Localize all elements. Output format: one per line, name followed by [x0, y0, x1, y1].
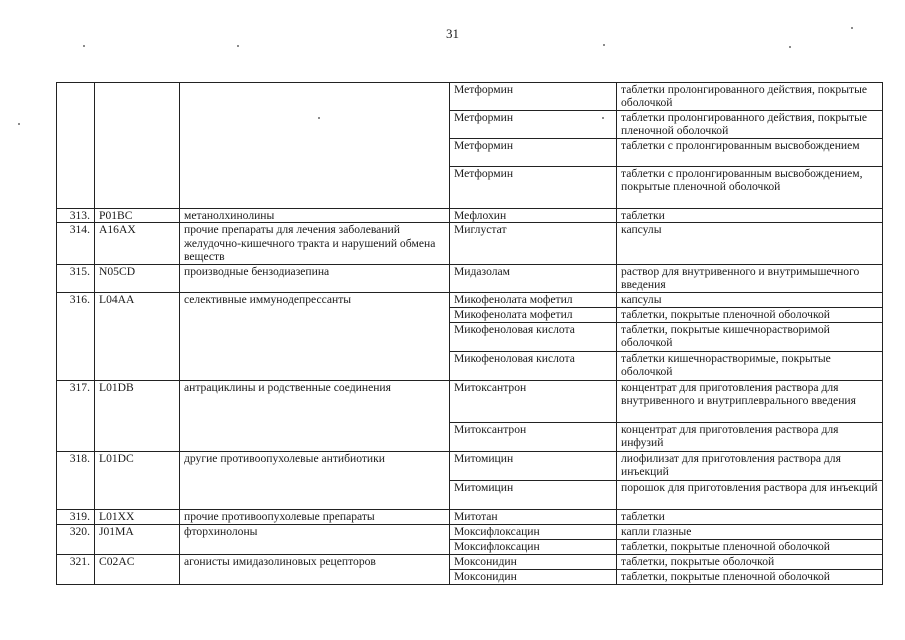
table-row — [57, 223, 883, 264]
drug-name: Митоксантрон — [450, 380, 617, 422]
dosage-form: таблетки, покрытые оболочкой — [617, 554, 883, 569]
page-number: 31 — [446, 26, 459, 41]
row-number: 318. — [57, 451, 95, 509]
drug-name: Моксифлоксацин — [450, 524, 617, 539]
table-row — [57, 83, 883, 111]
dosage-form: таблетки — [617, 509, 883, 524]
atc-code — [95, 83, 180, 209]
dosage-form: таблетки — [617, 209, 883, 223]
atc-code: L01XX — [95, 509, 180, 524]
drug-name: Моксонидин — [450, 569, 617, 584]
row-number: 314. — [57, 223, 95, 264]
table-row — [57, 451, 883, 480]
dosage-form: концентрат для приготовления раствора для инфузий — [617, 422, 883, 451]
scan-speck — [83, 45, 85, 47]
atc-code: A16AX — [95, 223, 180, 264]
group-name — [180, 83, 450, 209]
dosage-form: таблетки, покрытые пленочной оболочкой — [617, 307, 883, 322]
row-number: 317. — [57, 380, 95, 451]
group-name: прочие противоопухолевые препараты — [180, 509, 450, 524]
drug-name: Метформин — [450, 167, 617, 209]
scan-speck — [318, 117, 320, 119]
row-number — [57, 83, 95, 209]
row-number: 316. — [57, 292, 95, 380]
table-row — [57, 264, 883, 292]
table-row — [57, 292, 883, 307]
table-row — [57, 554, 883, 569]
dosage-form: порошок для приготовления раствора для инъекций — [617, 480, 883, 509]
group-name: прочие препараты для лечения заболеваний желудочно-кишечного тракта и нарушений обмена веществ — [180, 223, 450, 264]
drug-name: Митомицин — [450, 451, 617, 480]
dosage-form: лиофилизат для приготовления раствора для инъекций — [617, 451, 883, 480]
table-row — [57, 209, 883, 223]
group-name: метанолхинолины — [180, 209, 450, 223]
atc-code: N05CD — [95, 264, 180, 292]
table-row — [57, 380, 883, 422]
atc-code: C02AC — [95, 554, 180, 584]
row-number: 320. — [57, 524, 95, 554]
group-name: селективные иммунодепрессанты — [180, 292, 450, 380]
drug-name: Моксифлоксацин — [450, 539, 617, 554]
dosage-form: таблетки кишечнорастворимые, покрытые оболочкой — [617, 351, 883, 380]
scan-speck — [603, 44, 605, 46]
atc-code: L04AA — [95, 292, 180, 380]
group-name: производные бензодиазепина — [180, 264, 450, 292]
table-row — [57, 524, 883, 539]
dosage-form: таблетки, покрытые пленочной оболочкой — [617, 569, 883, 584]
dosage-form: концентрат для приготовления раствора для внутривенного и внутриплеврального введения — [617, 380, 883, 422]
group-name: другие противоопухолевые антибиотики — [180, 451, 450, 509]
scan-speck — [237, 45, 239, 47]
group-name: агонисты имидазолиновых рецепторов — [180, 554, 450, 584]
drug-name: Микофенолата мофетил — [450, 307, 617, 322]
row-number: 319. — [57, 509, 95, 524]
table-row — [57, 509, 883, 524]
group-name: антрациклины и родственные соединения — [180, 380, 450, 451]
atc-code: L01DB — [95, 380, 180, 451]
scan-speck — [18, 123, 20, 125]
drug-name: Миглустат — [450, 223, 617, 264]
drug-name: Метформин — [450, 83, 617, 111]
atc-code: J01MA — [95, 524, 180, 554]
scan-speck — [789, 46, 791, 48]
row-number: 315. — [57, 264, 95, 292]
dosage-form: таблетки с пролонгированным высвобождением — [617, 139, 883, 167]
dosage-form: таблетки пролонгированного действия, покрытые оболочкой — [617, 83, 883, 111]
atc-code: L01DC — [95, 451, 180, 509]
table-body — [57, 83, 883, 585]
drug-name: Микофеноловая кислота — [450, 322, 617, 351]
drug-name: Мефлохин — [450, 209, 617, 223]
scan-speck — [851, 27, 853, 29]
drug-name: Митотан — [450, 509, 617, 524]
row-number: 313. — [57, 209, 95, 223]
drug-table — [56, 82, 883, 585]
dosage-form: таблетки, покрытые кишечнорастворимой оболочкой — [617, 322, 883, 351]
drug-name: Митоксантрон — [450, 422, 617, 451]
drug-name: Метформин — [450, 111, 617, 139]
drug-name: Микофенолата мофетил — [450, 292, 617, 307]
drug-name: Метформин — [450, 139, 617, 167]
dosage-form: раствор для внутривенного и внутримышечного введения — [617, 264, 883, 292]
atc-code: P01BC — [95, 209, 180, 223]
dosage-form: таблетки, покрытые пленочной оболочкой — [617, 539, 883, 554]
dosage-form: капли глазные — [617, 524, 883, 539]
drug-name: Микофеноловая кислота — [450, 351, 617, 380]
drug-name: Митомицин — [450, 480, 617, 509]
group-name: фторхинолоны — [180, 524, 450, 554]
dosage-form: капсулы — [617, 292, 883, 307]
drug-name: Моксонидин — [450, 554, 617, 569]
row-number: 321. — [57, 554, 95, 584]
dosage-form: таблетки с пролонгированным высвобождением, покрытые пленочной оболочкой — [617, 167, 883, 209]
dosage-form: таблетки пролонгированного действия, покрытые пленочной оболочкой — [617, 111, 883, 139]
scan-speck — [602, 117, 604, 119]
dosage-form: капсулы — [617, 223, 883, 264]
drug-name: Мидазолам — [450, 264, 617, 292]
